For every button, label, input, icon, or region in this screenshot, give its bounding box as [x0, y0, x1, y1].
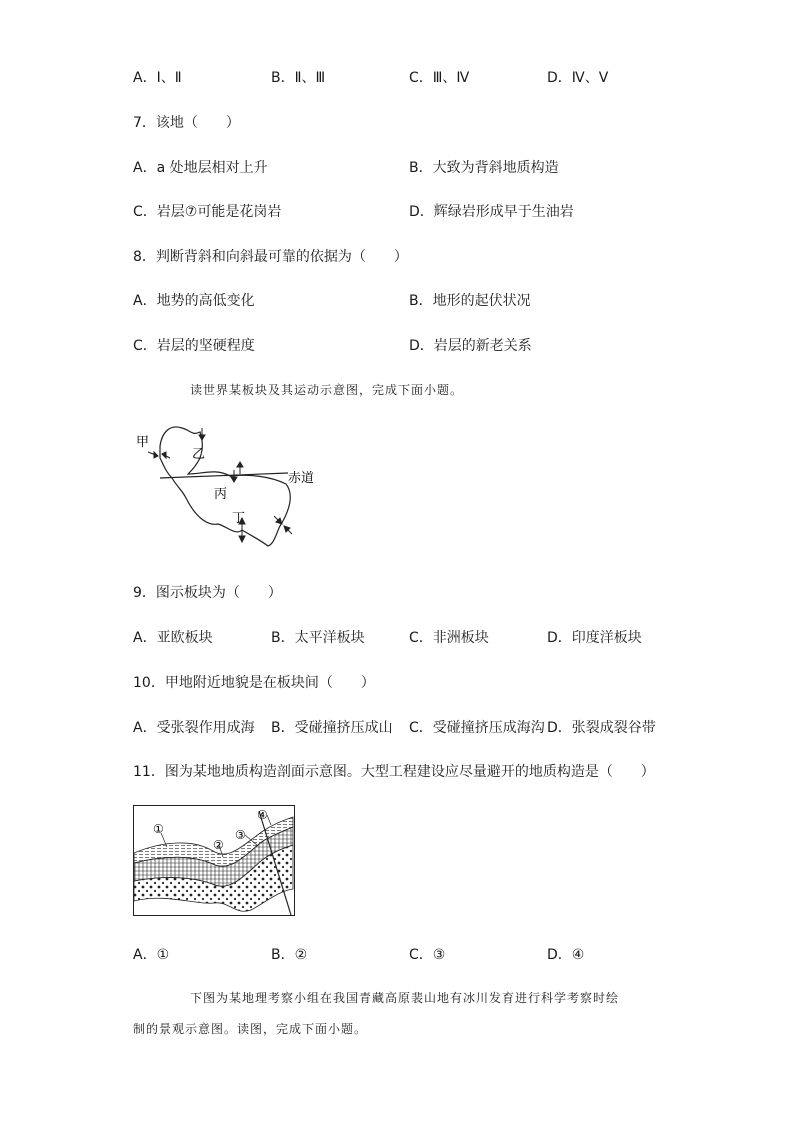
q7-stem: 7．该地（ ）: [133, 115, 240, 131]
q9-option-d[interactable]: D．印度洋板块: [547, 630, 642, 646]
section-label-2: ②: [213, 838, 224, 852]
map-label-equator: 赤道: [288, 471, 315, 486]
q7-option-b[interactable]: B．大致为背斜地质构造: [409, 160, 559, 176]
q10-option-a[interactable]: A．受张裂作用成海: [133, 720, 255, 736]
q11-option-b[interactable]: B．②: [271, 947, 308, 963]
q11-stem: 11．图为某地地质构造剖面示意图。大型工程建设应尽量避开的地质构造是（ ）: [133, 764, 655, 780]
q7-option-a[interactable]: A．a 处地层相对上升: [133, 160, 268, 176]
q6-option-d[interactable]: D．Ⅳ、Ⅴ: [547, 70, 609, 86]
q8-option-c[interactable]: C．岩层的坚硬程度: [133, 338, 255, 354]
q8-option-a[interactable]: A．地势的高低变化: [133, 293, 255, 309]
q8-option-b[interactable]: B．地形的起伏状况: [409, 293, 531, 309]
intro-plate-map: 读世界某板块及其运动示意图，完成下面小题。: [190, 383, 464, 397]
map-label-yi: 乙: [192, 447, 206, 462]
q9-stem: 9．图示板块为（ ）: [133, 585, 282, 601]
intro-glacier-line1: 下图为某地理考察小组在我国青藏高原裴山地有冰川发育进行科学考察时绘: [190, 991, 620, 1005]
q7-option-c[interactable]: C．岩层⑦可能是花岗岩: [133, 204, 282, 220]
q6-option-b[interactable]: B．Ⅱ、Ⅲ: [271, 70, 326, 86]
section-label-3: ③: [235, 828, 246, 842]
q6-option-a[interactable]: A．Ⅰ、Ⅱ: [133, 70, 182, 86]
q8-stem: 8．判断背斜和向斜最可靠的依据为（ ）: [133, 249, 408, 265]
q9-option-b[interactable]: B．太平洋板块: [271, 630, 365, 646]
q6-option-c[interactable]: C．Ⅲ、Ⅳ: [409, 70, 470, 86]
q11-option-c[interactable]: C．③: [409, 947, 446, 963]
q11-option-a[interactable]: A．①: [133, 947, 170, 963]
q7-option-d[interactable]: D．辉绿岩形成早于生油岩: [409, 204, 574, 220]
q11-option-d[interactable]: D．④: [547, 947, 585, 963]
q10-stem: 10．甲地附近地貌是在板块间（ ）: [133, 675, 375, 691]
map-label-bing: 丙: [214, 487, 228, 502]
geologic-section-figure: [133, 805, 295, 917]
section-label-1: ①: [153, 822, 164, 836]
plate-map-figure: [130, 418, 330, 553]
q10-option-d[interactable]: D．张裂成裂谷带: [547, 720, 656, 736]
q9-option-a[interactable]: A．亚欧板块: [133, 630, 213, 646]
section-label-4: ④: [257, 808, 268, 822]
q8-option-d[interactable]: D．岩层的新老关系: [409, 338, 532, 354]
intro-glacier-line2: 制的景观示意图。读图，完成下面小题。: [133, 1022, 368, 1036]
q10-option-b[interactable]: B．受碰撞挤压成山: [271, 720, 393, 736]
map-label-ding: 丁: [232, 511, 246, 526]
q10-option-c[interactable]: C．受碰撞挤压成海沟: [409, 720, 545, 736]
map-label-jia: 甲: [136, 435, 150, 450]
q9-option-c[interactable]: C．非洲板块: [409, 630, 489, 646]
